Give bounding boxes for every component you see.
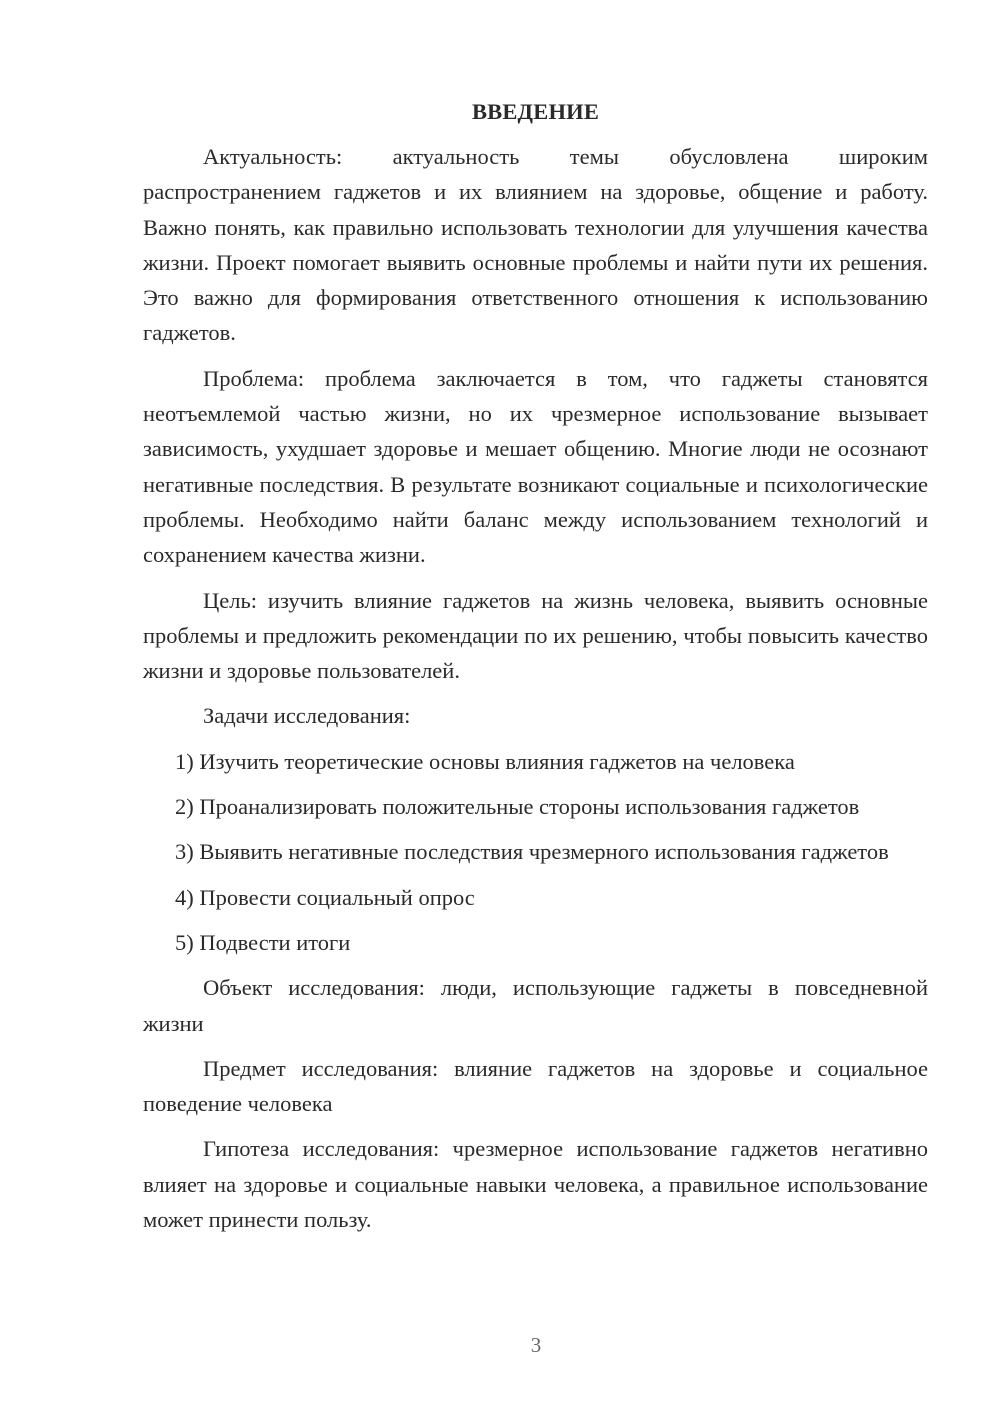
task-item-4: 4) Провести социальный опрос bbox=[175, 884, 475, 910]
goal-paragraph: Цель: изучить влияние гаджетов на жизнь человека, выявить основные проблемы и предложить рекомендации по их решению, чтобы повысить качество жизни и здоровье пользователей. bbox=[143, 587, 928, 684]
page-number: 3 bbox=[530, 1333, 542, 1357]
problem-paragraph: Проблема: проблема заключается в том, что гаджеты становятся неотъемлемой частью жизни, но их чрезмерное использование вызывает зависимость, ухудшает здоровье и мешает общению. Многие люди не осознают негативные последствия. В результате возникают социальные и психологические проблемы. Необходимо найти баланс между использованием технологий и сохранением качества жизни. bbox=[143, 365, 928, 568]
page-content bbox=[143, 94, 928, 1247]
relevance-paragraph: Актуальность: актуальность темы обусловлена широким распространением гаджетов и их влиянием на здоровье, общение и работу. Важно понять, как правильно использовать технологии для улучшения качества жизни. Проект помогает выявить основные проблемы и найти пути их решения. Это важно для формирования ответственного отношения к использованию гаджетов. bbox=[143, 144, 928, 346]
task-item-1: 1) Изучить теоретические основы влияния гаджетов на человека bbox=[175, 748, 795, 774]
task-item-3: 3) Выявить негативные последствия чрезмерного использования гаджетов bbox=[175, 839, 889, 865]
task-item-5: 5) Подвести итоги bbox=[175, 929, 351, 955]
research-subject-paragraph: Предмет исследования: влияние гаджетов на здоровье и социальное поведение человека bbox=[143, 1055, 928, 1117]
hypothesis-paragraph: Гипотеза исследования: чрезмерное использование гаджетов негативно влияет на здоровье и социальные навыки человека, а правильное использование может принести пользу. bbox=[143, 1136, 928, 1233]
research-object-paragraph: Объект исследования: люди, использующие гаджеты в повседневной жизни bbox=[143, 975, 928, 1036]
task-item-2: 2) Проанализировать положительные стороны использования гаджетов bbox=[175, 794, 860, 820]
tasks-heading: Задачи исследования: bbox=[203, 703, 411, 729]
section-title: ВВЕДЕНИЕ bbox=[471, 99, 600, 124]
